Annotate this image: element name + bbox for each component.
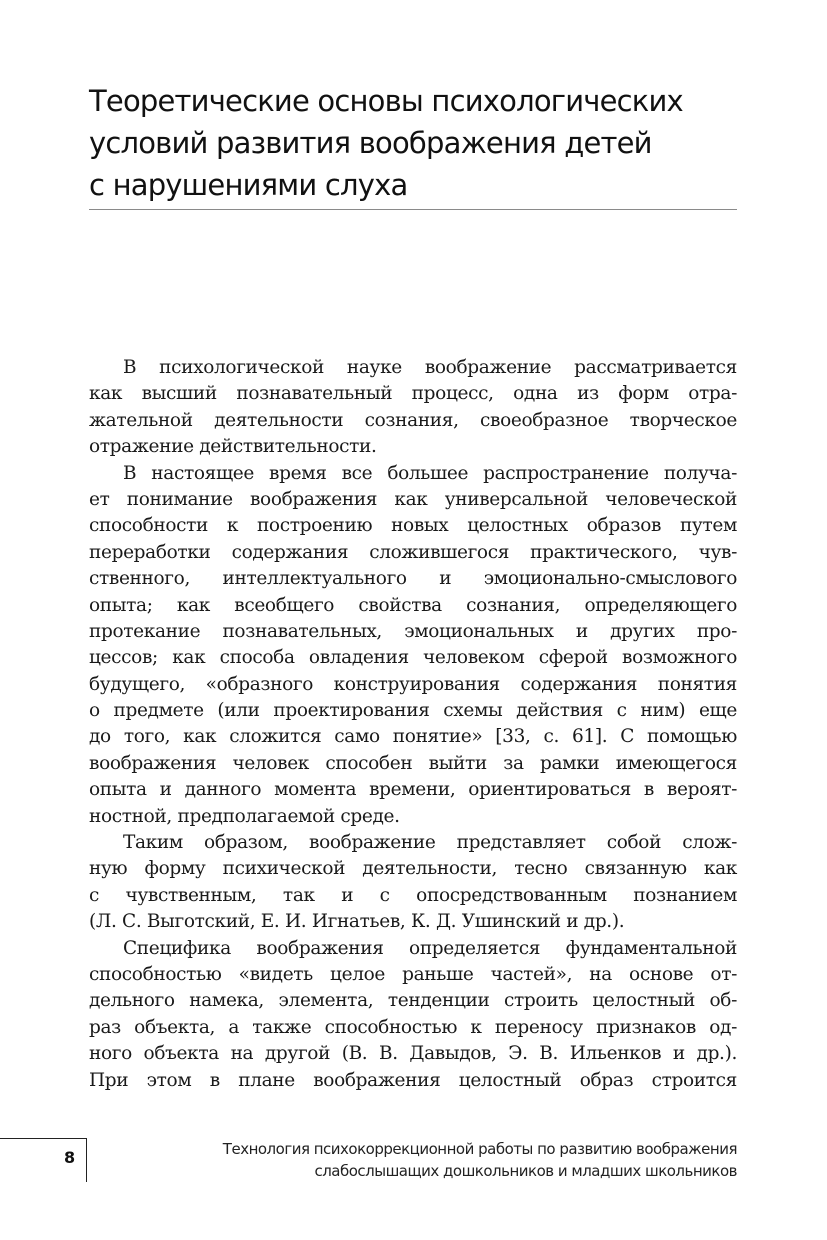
paragraph-4-line: ного объекта на другой (В. В. Давыдов, Э. В. Ильенков и др.).	[89, 1043, 737, 1065]
paragraph-4-line: При этом в плане воображения целостный образ строится	[89, 1069, 737, 1091]
body-text	[89, 355, 737, 1094]
paragraph-4-line: Специфика воображения определяется фундаментальной	[123, 937, 737, 959]
chapter-title-line-1: Теоретические основы психологических	[89, 84, 683, 118]
paragraph-2-line: воображения человек способен выйти за рамки имеющегося	[89, 752, 737, 774]
paragraph-2-line: переработки содержания сложившегося практического, чув-	[89, 541, 737, 563]
page-number: 8	[64, 1148, 76, 1167]
paragraph-1-line: как высший познавательный процесс, одна из форм отра-	[89, 383, 737, 405]
paragraph-4-line: способностью «видеть целое раньше частей», на основе от-	[89, 963, 737, 985]
paragraph-2-line: цессов; как способа овладения человеком сферой возможного	[89, 647, 737, 669]
paragraph-2-line: опыта и данного момента времени, ориентироваться в вероят-	[89, 779, 737, 801]
paragraph-3-line: ную форму психической деятельности, тесно связанную как	[89, 858, 737, 880]
paragraph-4-line: дельного намека, элемента, тенденции строить целостный об-	[89, 990, 737, 1012]
paragraph-3-line: (Л. С. Выготский, Е. И. Игнатьев, К. Д. Ушинский и др.).	[89, 911, 625, 933]
footer-rule	[0, 1138, 86, 1139]
paragraph-1-line: отражение действительности.	[89, 436, 377, 458]
paragraph-3-line: с чувственным, так и с опосредствованным познанием	[89, 884, 737, 906]
chapter-title-line-3: с нарушениями слуха	[89, 168, 408, 202]
paragraph-1-line: В психологической науке воображение рассматривается	[123, 357, 737, 378]
paragraph-2-line: ностной, предполагаемой среде.	[89, 805, 400, 827]
paragraph-2-line: ственного, интеллектуального и эмоционально-смыслового	[89, 568, 737, 590]
paragraph-2-line: В настоящее время все большее распространение получа-	[123, 462, 737, 484]
paragraph-2-line: будущего, «образного конструирования содержания понятия	[89, 673, 737, 695]
paragraph-2-line: ет понимание воображения как универсальной человеческой	[89, 488, 737, 510]
chapter-title	[89, 80, 749, 206]
paragraph-2-line: способности к построению новых целостных образов путем	[89, 515, 737, 537]
paragraph-2-line: до того, как сложится само понятие» [33, с. 61]. С помощью	[89, 726, 737, 748]
paragraph-1-line: жательной деятельности сознания, своеобразное творческое	[89, 409, 737, 431]
running-footer-line-2: слабослышащих дошкольников и младших школьников	[314, 1162, 737, 1180]
paragraph-2-line: о предмете (или проектирования схемы действия с ним) еще	[89, 700, 737, 722]
paragraph-4-line: раз объекта, а также способностью к переносу признаков од-	[89, 1016, 737, 1038]
chapter-title-line-2: условий развития воображения детей	[89, 126, 652, 160]
title-divider	[89, 209, 737, 210]
running-footer-line-1: Технология психокоррекционной работы по развитию воображения	[222, 1140, 737, 1158]
paragraph-3-line: Таким образом, воображение представляет собой слож-	[123, 832, 737, 854]
paragraph-2-line: протекание познавательных, эмоциональных и других про-	[89, 620, 737, 642]
footer-separator	[86, 1138, 87, 1182]
running-footer	[137, 1138, 737, 1182]
paragraph-2-line: опыта; как всеобщего свойства сознания, определяющего	[89, 594, 737, 616]
